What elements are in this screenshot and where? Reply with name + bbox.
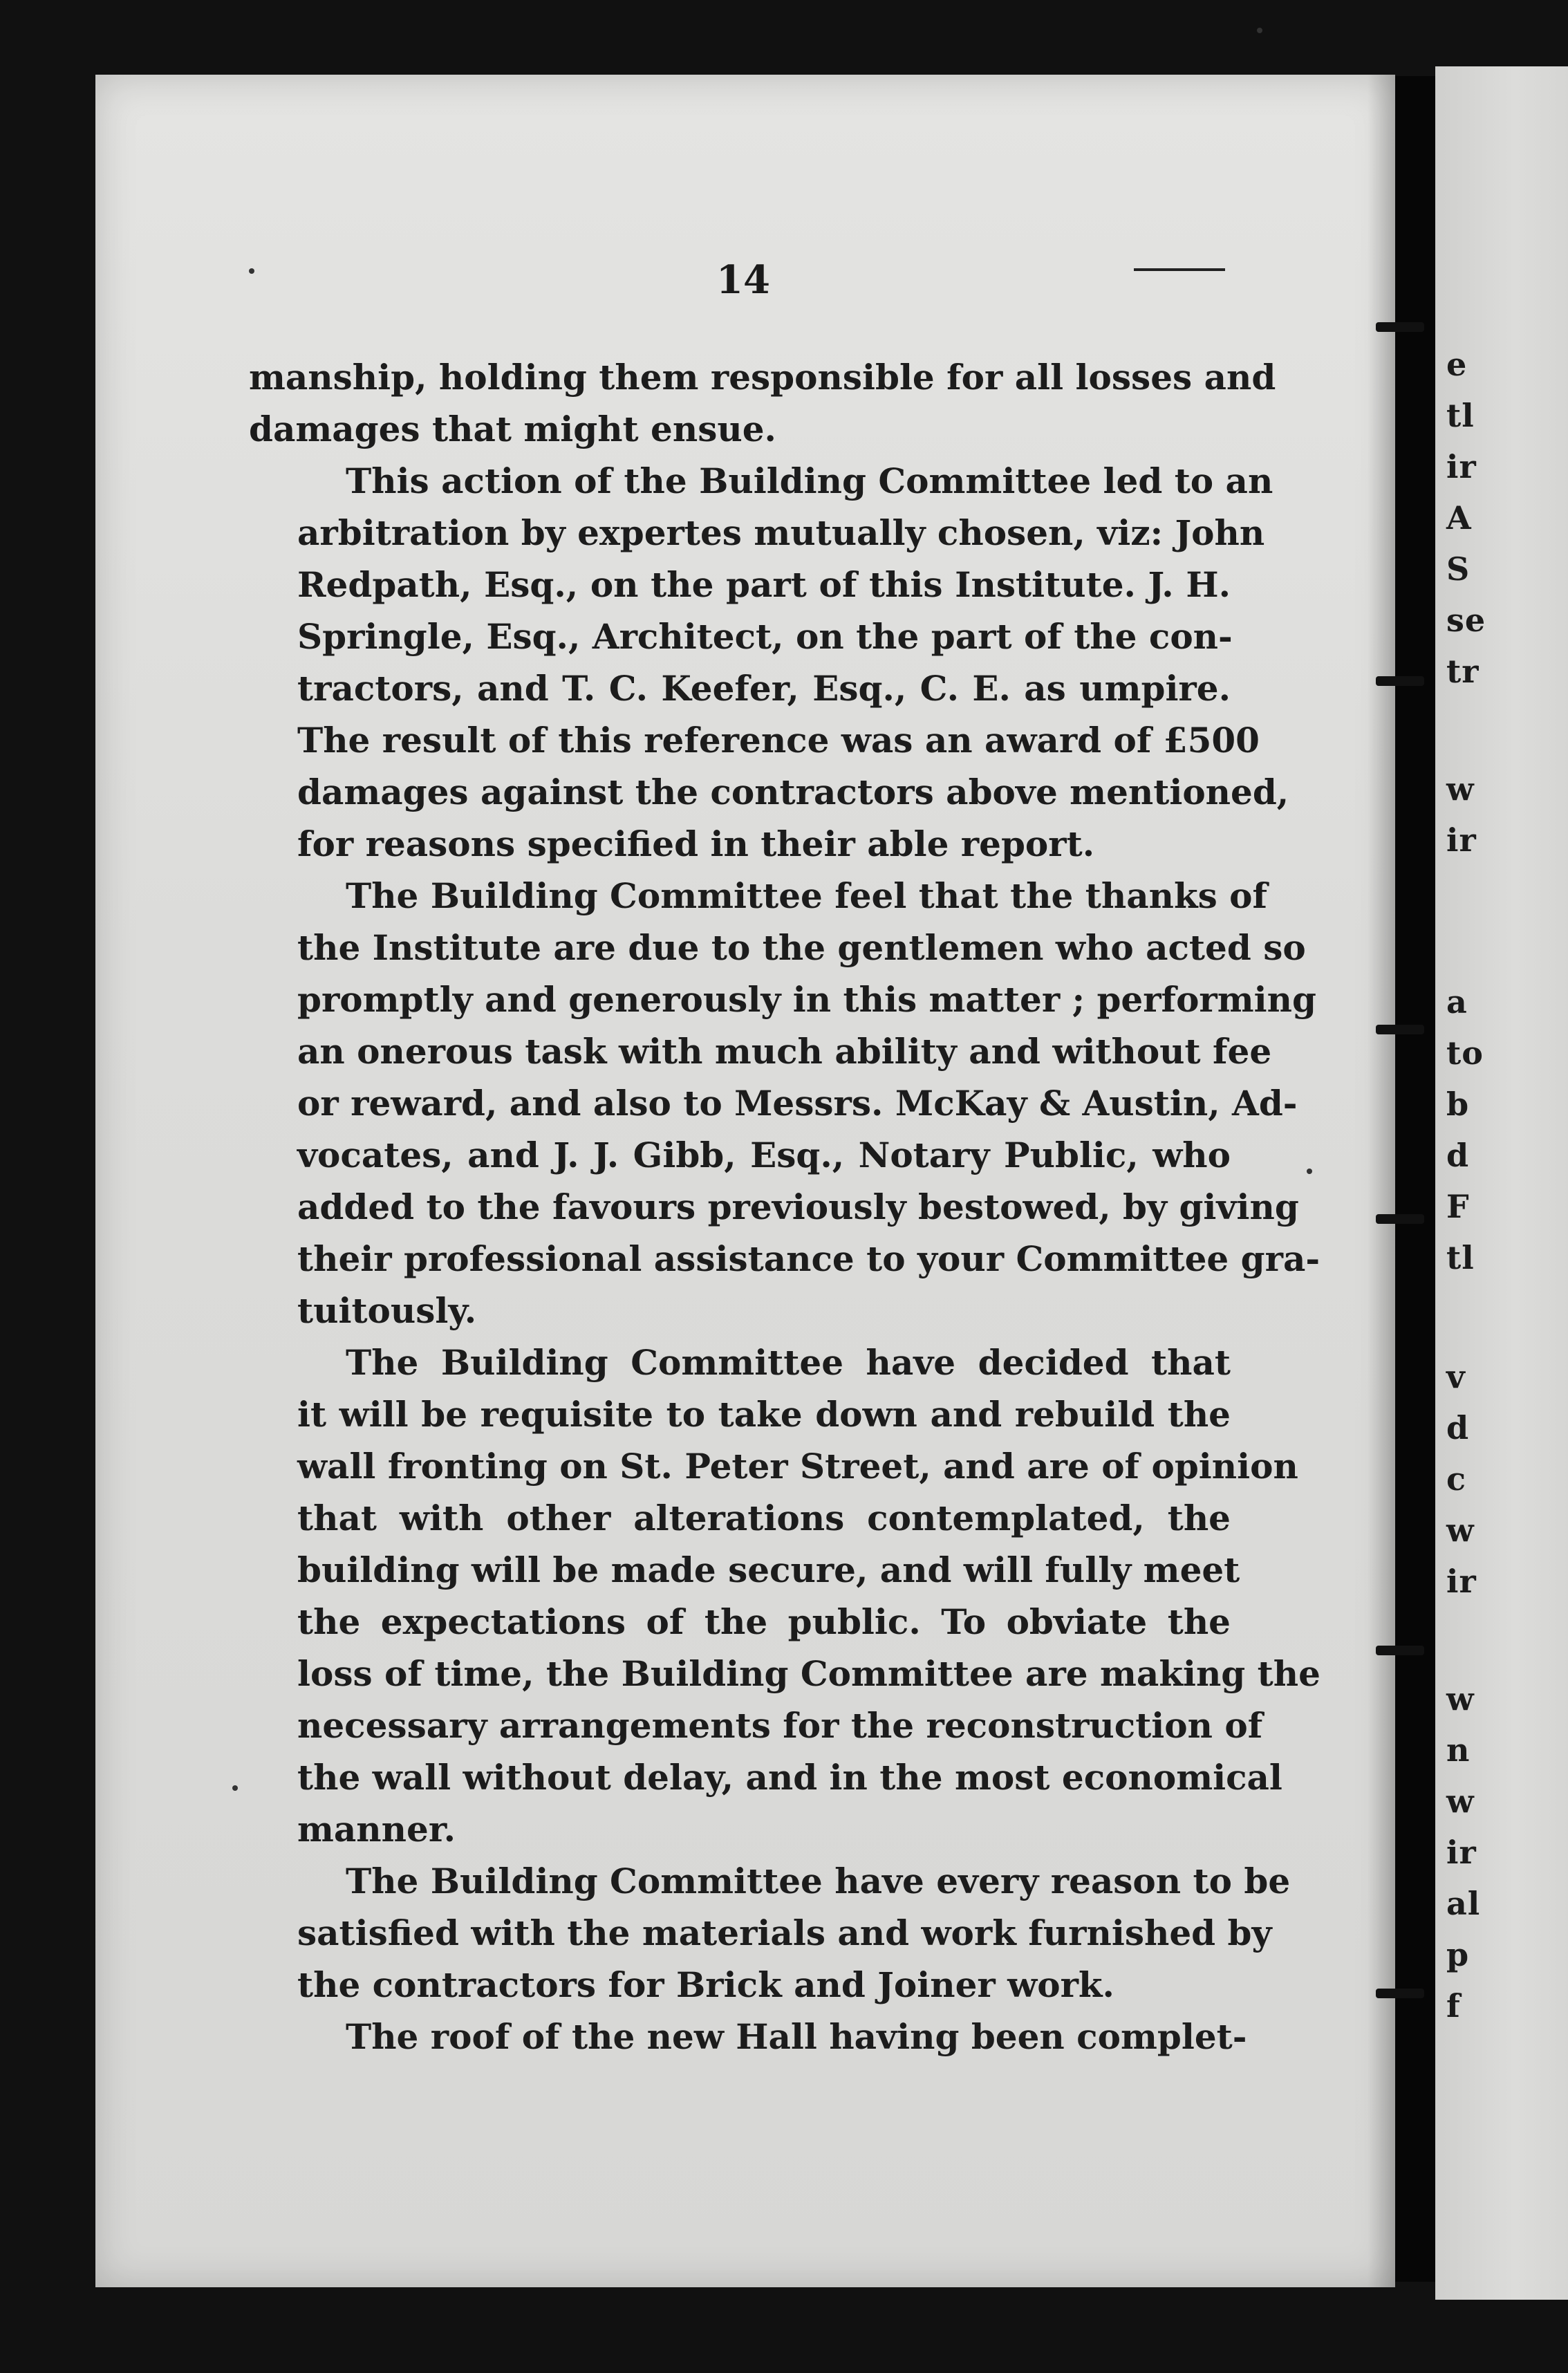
facing-page-line: n — [1446, 1731, 1471, 1769]
facing-page-line: al — [1446, 1885, 1481, 1922]
facing-page-line: ir — [1446, 448, 1477, 485]
paragraph — [249, 1855, 1291, 2011]
text-line: satisfied with the materials and work furnished by — [297, 1913, 1272, 1953]
ink-speck — [232, 1785, 238, 1791]
facing-page-line: b — [1446, 1086, 1470, 1123]
gutter-mark — [1376, 1025, 1424, 1034]
text-line: added to the favours previously bestowed, by giving — [297, 1186, 1299, 1227]
page-edge-shadow — [1368, 75, 1395, 2287]
facing-page-fragment — [1435, 66, 1568, 2300]
book-gutter — [1395, 76, 1435, 2282]
facing-page-line: w — [1446, 770, 1475, 808]
body-text — [249, 351, 1320, 2063]
page-number: 14 — [716, 257, 770, 303]
facing-page-line: d — [1446, 1409, 1470, 1446]
ink-speck — [249, 268, 254, 274]
text-line: wall fronting on St. Peter Street, and are of opinion — [297, 1446, 1298, 1487]
paragraph — [249, 870, 1320, 1337]
header-rule — [1134, 268, 1225, 271]
facing-page-line: ir — [1446, 1834, 1477, 1871]
paragraph — [249, 1337, 1320, 1855]
facing-page-line: d — [1446, 1137, 1470, 1174]
text-line: Springle, Esq., Architect, on the part of the con- — [297, 616, 1233, 657]
facing-page-line: to — [1446, 1034, 1484, 1072]
facing-page-line: c — [1446, 1460, 1467, 1498]
paragraph — [249, 2011, 1247, 2063]
text-line: tuitously. — [297, 1290, 477, 1331]
facing-page-line: A — [1446, 499, 1472, 537]
text-line: promptly and generously in this matter ; performing — [297, 979, 1316, 1020]
text-line: their professional assistance to your Committee gra- — [297, 1238, 1320, 1279]
facing-page-line: ir — [1446, 1563, 1477, 1600]
paragraph — [249, 455, 1289, 870]
text-line: that with other alterations contemplated, the — [297, 1498, 1231, 1538]
text-line: manship, holding them responsible for all losses and — [249, 357, 1276, 398]
text-line: the Institute are due to the gentlemen who acted so — [297, 927, 1306, 968]
facing-page-line: p — [1446, 1936, 1470, 1973]
text-line: The Building Committee have every reason to be — [346, 1861, 1291, 1901]
facing-page-line: w — [1446, 1680, 1475, 1718]
text-line: vocates, and J. J. Gibb, Esq., Notary Public, who — [297, 1135, 1231, 1175]
text-line: or reward, and also to Messrs. McKay & Austin, Ad- — [297, 1083, 1298, 1124]
text-line: the contractors for Brick and Joiner work. — [297, 1964, 1114, 2005]
facing-page-line: w — [1446, 1783, 1475, 1820]
paragraph — [249, 351, 1276, 455]
text-line: loss of time, the Building Committee are making the — [297, 1653, 1320, 1694]
gutter-mark — [1376, 1214, 1424, 1224]
facing-page-line: tl — [1446, 1239, 1475, 1276]
gutter-mark — [1376, 322, 1424, 332]
text-line: arbitration by expertes mutually chosen, viz: John — [297, 512, 1265, 553]
text-line: the expectations of the public. To obviate the — [297, 1601, 1231, 1642]
text-line: The Building Committee have decided that — [346, 1342, 1231, 1383]
facing-page-line: a — [1446, 983, 1468, 1021]
facing-page-line: w — [1446, 1511, 1475, 1549]
facing-page-line: F — [1446, 1188, 1470, 1225]
text-line: This action of the Building Committee led to an — [346, 460, 1273, 501]
facing-page-line: tl — [1446, 397, 1475, 434]
text-line: damages against the contractors above mentioned, — [297, 772, 1289, 812]
text-line: necessary arrangements for the reconstruction of — [297, 1705, 1263, 1746]
text-line: tractors, and T. C. Keefer, Esq., C. E. as umpire. — [297, 668, 1231, 709]
text-line: for reasons specified in their able report. — [297, 823, 1095, 864]
ink-speck — [1307, 1169, 1312, 1174]
facing-page-line: ir — [1446, 821, 1477, 859]
text-line: The roof of the new Hall having been complet- — [346, 2016, 1247, 2057]
text-line: manner. — [297, 1809, 456, 1850]
text-line: an onerous task with much ability and without fee — [297, 1031, 1272, 1072]
text-line: damages that might ensue. — [249, 409, 776, 449]
text-line: The result of this reference was an award of £500 — [297, 720, 1260, 761]
facing-page-line: v — [1446, 1358, 1466, 1395]
text-line: Redpath, Esq., on the part of this Institute. J. H. — [297, 564, 1231, 605]
ink-speck — [1257, 28, 1262, 33]
facing-page-line: tr — [1446, 653, 1480, 690]
text-line: the wall without delay, and in the most economical — [297, 1757, 1282, 1798]
text-line: The Building Committee feel that the thanks of — [346, 875, 1268, 916]
facing-page-line: S — [1446, 550, 1471, 588]
gutter-mark — [1376, 1646, 1424, 1655]
facing-page-line: se — [1446, 602, 1486, 639]
text-line: building will be made secure, and will fully meet — [297, 1550, 1240, 1590]
gutter-mark — [1376, 1989, 1424, 1998]
text-line: it will be requisite to take down and rebuild the — [297, 1394, 1231, 1435]
gutter-mark — [1376, 676, 1424, 686]
facing-page-line: e — [1446, 346, 1468, 383]
facing-page-line: f — [1446, 1987, 1461, 2025]
